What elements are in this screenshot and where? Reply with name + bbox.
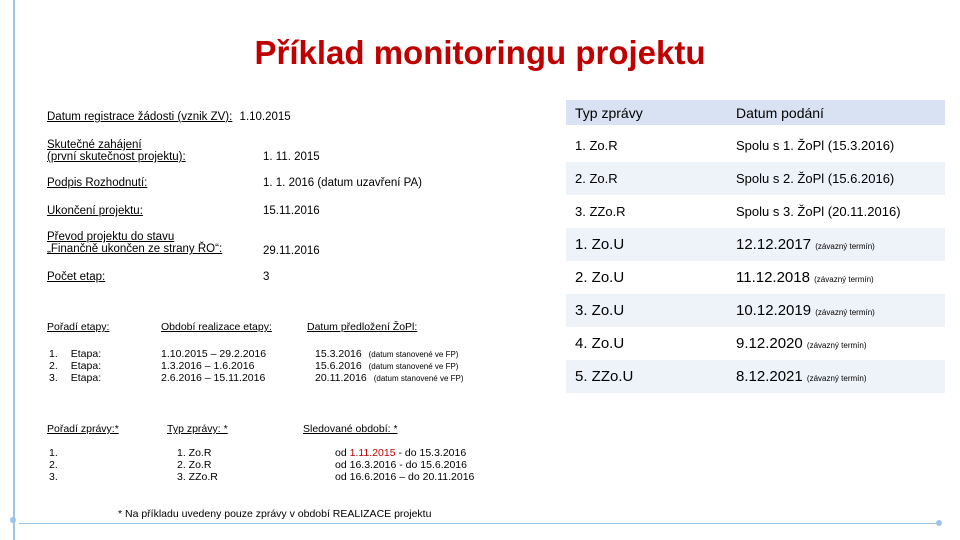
table-cell-type: 3. ZZo.R	[566, 195, 727, 228]
table-cell-note: (závazný termín)	[814, 275, 874, 284]
report-num: 1.	[49, 447, 58, 459]
left-accent-line	[13, 0, 15, 540]
report-period-rest: - do 15.3.2016	[398, 447, 467, 459]
stage-period: 2.6.2016 – 15.11.2016	[161, 372, 266, 384]
end-value: 15.11.2016	[263, 205, 320, 217]
bottom-accent-line	[19, 523, 940, 524]
transfer-label-2: „Finančně ukončen ze strany ŘO“:	[47, 243, 223, 255]
stage-label: Etapa:	[70, 360, 102, 372]
stage-label: Etapa:	[70, 348, 102, 360]
stage-date	[315, 361, 458, 372]
report-period-start: 1.11.2015	[349, 447, 396, 459]
end-label: Ukončení projektu:	[47, 205, 143, 217]
start-value: 1. 11. 2015	[263, 151, 320, 163]
stages-count-value: 3	[263, 271, 270, 283]
stage-row	[49, 349, 101, 360]
start-label-2: (první skutečnost projektu):	[47, 151, 186, 163]
report-period-start: 16.3.2016	[349, 459, 397, 471]
table-row	[566, 129, 945, 162]
table-row	[566, 360, 945, 393]
stage-period: 1.3.2016 – 1.6.2016	[161, 360, 255, 372]
table-row	[566, 195, 945, 228]
stage-date-value: 15.6.2016	[315, 360, 362, 372]
table-cell-date: 11.12.2018 (závazný termín)	[727, 261, 945, 294]
table-cell-type: 2. Zo.U	[566, 261, 727, 294]
stage-num: 2.	[49, 360, 58, 372]
report-type: 2. Zo.R	[177, 459, 212, 471]
stage-row	[49, 373, 101, 384]
stages-header-period: Období realizace etapy:	[161, 321, 272, 333]
table-cell-type: 2. Zo.R	[566, 162, 727, 195]
transfer-label-1: Převod projektu do stavu	[47, 231, 175, 243]
page-title: Příklad monitoringu projektu	[254, 34, 706, 71]
report-period-prefix: od	[335, 459, 347, 471]
table-cell-note: (závazný termín)	[815, 308, 875, 317]
table-cell-type: 1. Zo.R	[566, 129, 727, 162]
stages-count-label: Počet etap:	[47, 271, 106, 283]
report-period-start: 16.6.2016	[349, 471, 397, 483]
table-cell-type: 3. Zo.U	[566, 294, 727, 327]
table-cell-note: (závazný termín)	[806, 374, 867, 383]
report-period	[335, 448, 466, 459]
table-cell-type: 5. ZZo.U	[566, 360, 727, 393]
stage-date-note: (datum stanovené ve FP)	[368, 350, 459, 359]
reports-header-type: Typ zprávy: *	[167, 423, 228, 435]
table-row	[566, 228, 945, 261]
table-cell-date: 9.12.2020 (závazný termín)	[727, 327, 945, 360]
report-type: 1. Zo.R	[177, 447, 212, 459]
stage-date-note: (datum stanovené ve FP)	[368, 362, 459, 371]
footnote: * Na příkladu uvedeny pouze zprávy v období REALIZACE projektu	[118, 508, 432, 520]
report-type: 3. ZZo.R	[177, 471, 218, 483]
stage-num: 1.	[49, 348, 58, 360]
table-cell-date: Spolu s 2. ŽoPl (15.6.2016)	[727, 162, 945, 195]
report-period-rest: - do 15.6.2016	[399, 459, 467, 471]
stage-row	[49, 361, 101, 372]
start-label-1: Skutečné zahájení	[47, 139, 142, 151]
stage-period: 1.10.2015 – 29.2.2016	[161, 348, 267, 360]
table-row	[566, 294, 945, 327]
stage-date	[315, 349, 458, 360]
decision-value: 1. 1. 2016 (datum uzavření PA)	[263, 177, 422, 189]
table-cell-type: 1. Zo.U	[566, 228, 727, 261]
decision-label: Podpis Rozhodnutí:	[47, 177, 148, 189]
table-cell-date: 8.12.2021 (závazný termín)	[727, 360, 945, 393]
stages-header-date: Datum předložení ŽoPl:	[307, 321, 418, 333]
table-header-type: Typ zprávy	[566, 100, 727, 125]
table-cell-type: 4. Zo.U	[566, 327, 727, 360]
table-header-row	[566, 100, 945, 125]
table-row	[566, 327, 945, 360]
registration-value: 1.10.2015	[239, 111, 291, 123]
table-cell-note: (závazný termín)	[815, 242, 875, 251]
report-period-prefix: od	[335, 447, 347, 459]
table-row	[566, 261, 945, 294]
table-cell-note: (závazný termín)	[806, 341, 867, 350]
report-period	[335, 472, 474, 483]
table-cell-date: Spolu s 1. ŽoPl (15.3.2016)	[727, 129, 945, 162]
registration-row	[47, 111, 291, 123]
table-cell-date: 12.12.2017 (závazný termín)	[727, 228, 945, 261]
report-period-rest: – do 20.11.2016	[399, 471, 475, 483]
stage-date-value: 20.11.2016	[315, 372, 367, 384]
reports-header-period: Sledované období: *	[303, 423, 398, 435]
stage-date-note: (datum stanovené ve FP)	[373, 374, 464, 383]
report-period	[335, 460, 467, 471]
table-row	[566, 162, 945, 195]
registration-label: Datum registrace žádosti (vznik ZV):	[47, 111, 233, 123]
report-num: 2.	[49, 459, 58, 471]
table-cell-date: 10.12.2019 (závazný termín)	[727, 294, 945, 327]
table-cell-date: Spolu s 3. ŽoPl (20.11.2016)	[727, 195, 945, 228]
report-num: 3.	[49, 471, 58, 483]
stage-label: Etapa:	[70, 372, 102, 384]
stage-num: 3.	[49, 372, 58, 384]
reports-header-order: Pořadí zprávy:*	[47, 423, 119, 435]
stage-date-value: 15.3.2016	[315, 348, 362, 360]
table-header-date: Datum podání	[727, 100, 945, 125]
stages-header-order: Pořadí etapy:	[47, 321, 110, 333]
report-period-prefix: od	[335, 471, 347, 483]
stage-date	[315, 373, 464, 384]
transfer-value: 29.11.2016	[263, 245, 320, 257]
accent-dot-right	[936, 520, 942, 526]
reports-table	[566, 100, 945, 393]
accent-dot	[10, 517, 16, 523]
